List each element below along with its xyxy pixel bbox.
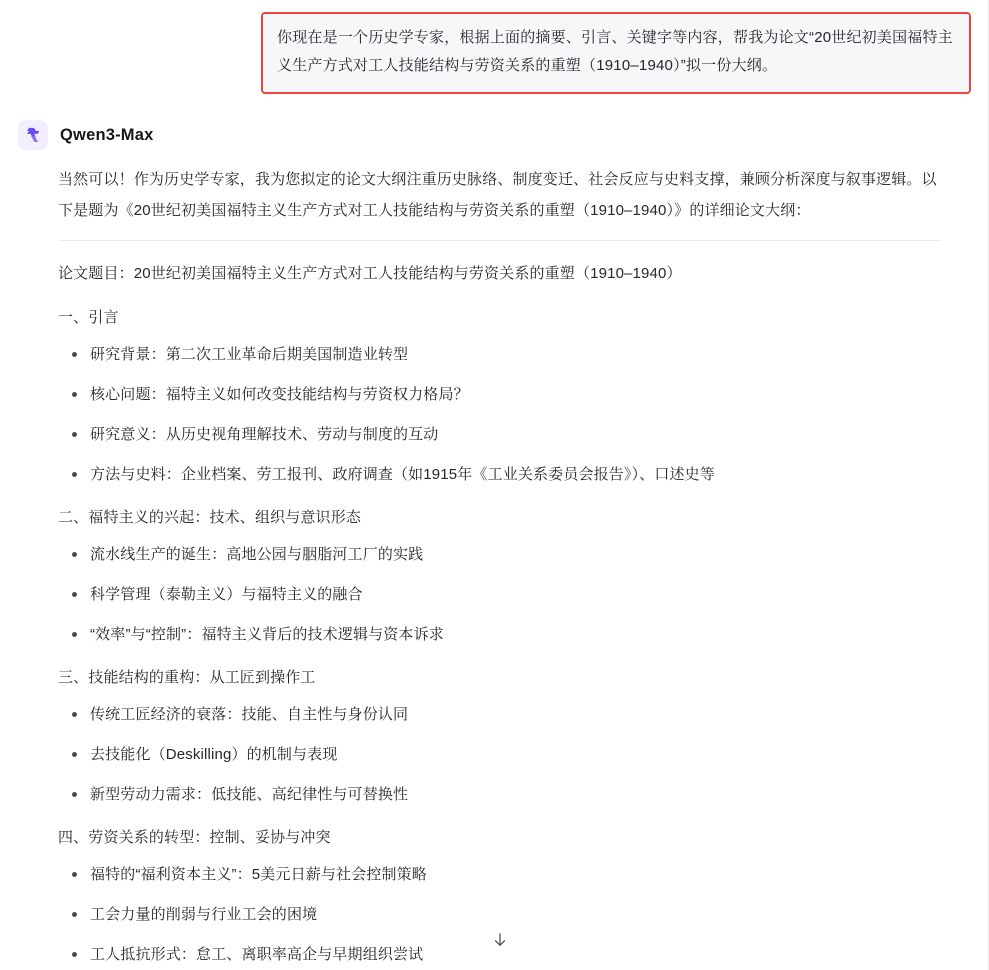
assistant-model-name: Qwen3-Max — [60, 125, 154, 144]
content-divider — [58, 240, 941, 241]
list-item: 流水线生产的诞生：高地公园与胭脂河工厂的实践 — [58, 543, 941, 567]
list-item: 研究意义：从历史视角理解技术、劳动与制度的互动 — [58, 423, 941, 447]
list-item: 新型劳动力需求：低技能、高纪律性与可替换性 — [58, 783, 941, 807]
user-message-bubble[interactable]: 你现在是一个历史学专家，根据上面的摘要、引言、关键字等内容，帮我为论文“20世纪初美国福特主义生产方式对工人技能结构与劳资关系的重塑（1910–1940）”拟一份大纲。 — [261, 12, 971, 94]
arrow-down-icon[interactable] — [486, 926, 514, 954]
list-item: 福特的“福利资本主义”：5美元日薪与社会控制策略 — [58, 863, 941, 887]
list-item: 科学管理（泰勒主义）与福特主义的融合 — [58, 583, 941, 607]
outline-section-list-1 — [58, 343, 941, 487]
qwen-logo-icon — [18, 120, 48, 150]
outline-section-list-3 — [58, 703, 941, 807]
list-item: 工会力量的削弱与行业工会的困境 — [58, 903, 941, 927]
paper-title-line: 论文题目：20世纪初美国福特主义生产方式对工人技能结构与劳资关系的重塑（1910–1940） — [58, 265, 682, 282]
assistant-message — [0, 94, 989, 967]
list-item: 传统工匠经济的衰落：技能、自主性与身份认同 — [58, 703, 941, 727]
list-item: 去技能化（Deskilling）的机制与表现 — [58, 743, 941, 767]
list-item: 研究背景：第二次工业革命后期美国制造业转型 — [58, 343, 941, 367]
outline-section-heading-4: 四、劳资关系的转型：控制、妥协与冲突 — [58, 829, 331, 846]
outline-section-heading-1: 一、引言 — [58, 309, 119, 326]
user-message-row — [0, 0, 989, 94]
assistant-intro-paragraph: 当然可以！作为历史学专家，我为您拟定的论文大纲注重历史脉络、制度变迁、社会反应与史料支撑，兼顾分析深度与叙事逻辑。以下是题为《20世纪初美国福特主义生产方式对工人技能结构与劳资关系的重塑（1910–1940）》的详细论文大纲： — [58, 171, 937, 219]
list-item: 工人抵抗形式：怠工、离职率高企与早期组织尝试 — [58, 943, 941, 967]
outline-section-heading-3: 三、技能结构的重构：从工匠到操作工 — [58, 669, 316, 686]
outline-section-list-2 — [58, 543, 941, 647]
outline-section-heading-2: 二、福特主义的兴起：技术、组织与意识形态 — [58, 509, 362, 526]
list-item: 核心问题：福特主义如何改变技能结构与劳资权力格局？ — [58, 383, 941, 407]
list-item: “效率”与“控制”：福特主义背后的技术逻辑与资本诉求 — [58, 623, 941, 647]
assistant-body — [18, 164, 971, 967]
assistant-header — [18, 120, 971, 150]
list-item: 方法与史料：企业档案、劳工报刊、政府调查（如1915年《工业关系委员会报告》）、口述史等 — [58, 463, 941, 487]
